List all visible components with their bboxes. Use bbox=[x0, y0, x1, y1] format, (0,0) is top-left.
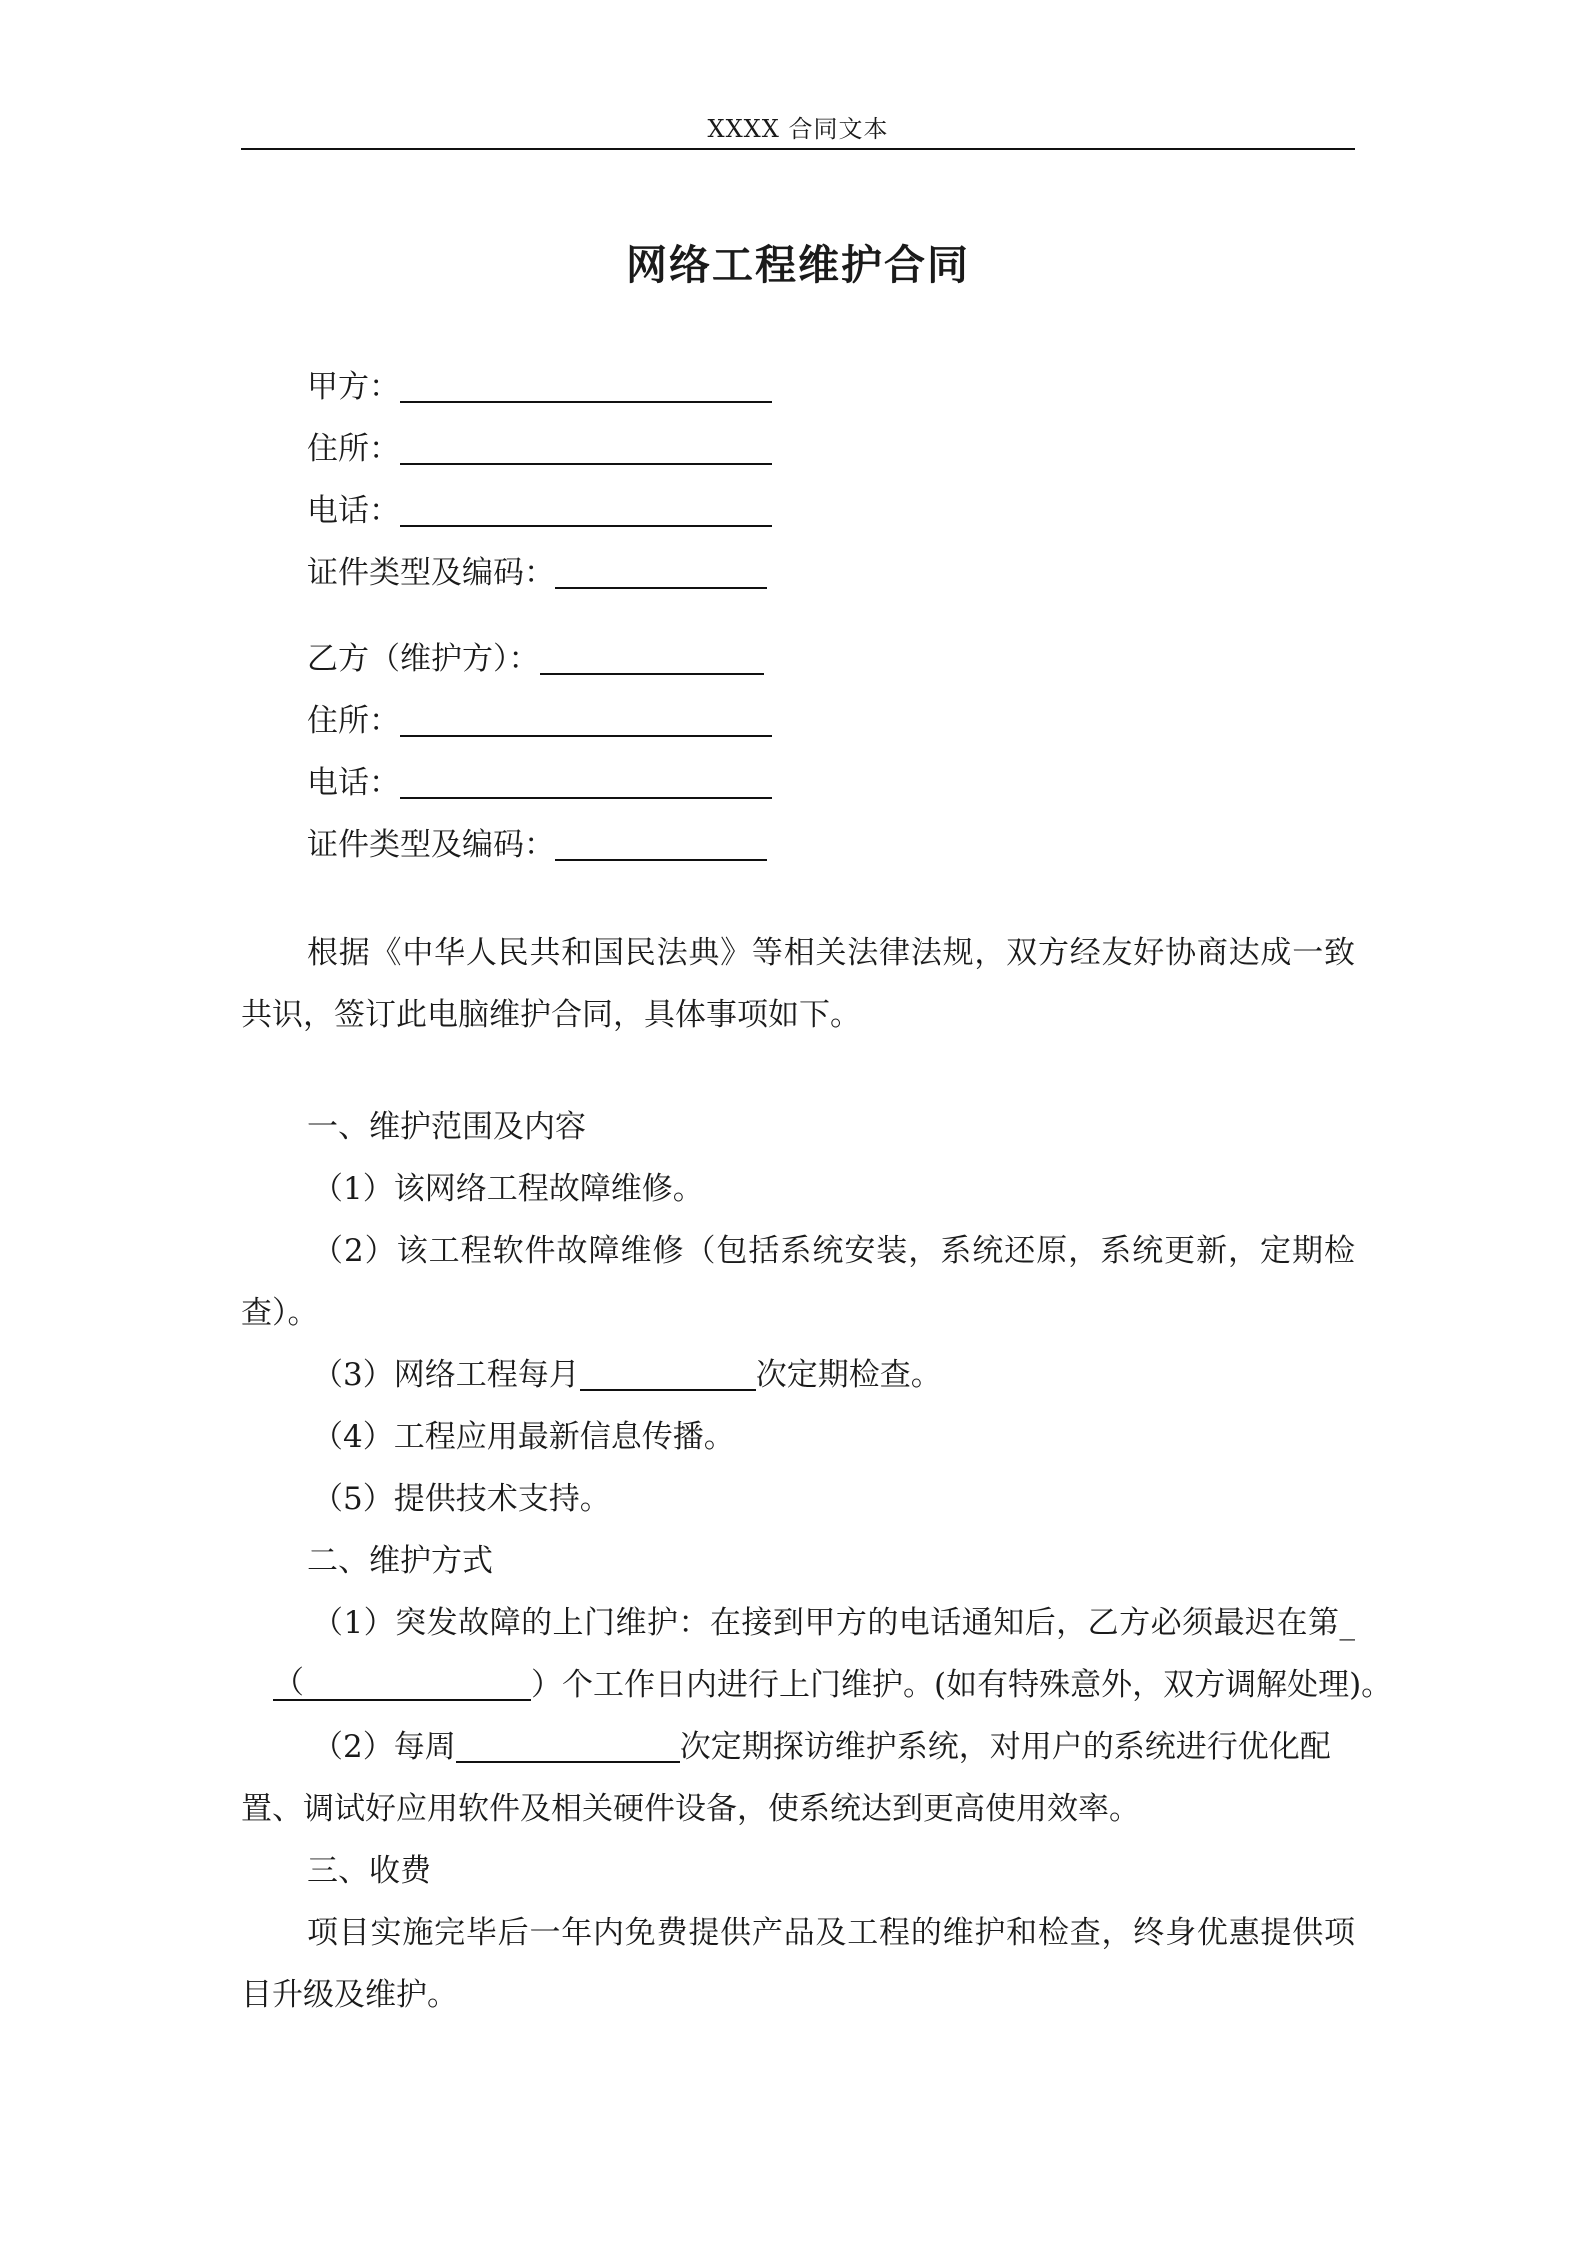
party-a-address-field[interactable] bbox=[400, 431, 772, 465]
party-a-name-field[interactable] bbox=[400, 369, 772, 403]
section-3-para-line-2: 目升级及维护。 bbox=[241, 1977, 458, 2013]
document-body bbox=[241, 356, 1393, 2026]
section-2-item-2-suffix: 次定期探访维护系统，对用户的系统进行优化配 bbox=[679, 1729, 1331, 1765]
section-2-item-2-line-2: 置、调试好应用软件及相关硬件设备，使系统达到更高使用效率。 bbox=[241, 1791, 1140, 1827]
party-a-id-label: 证件类型及编码： bbox=[307, 555, 555, 591]
party-b-name-row bbox=[241, 628, 1355, 690]
document-title: 网络工程维护合同 bbox=[626, 241, 970, 289]
party-b-id-label: 证件类型及编码： bbox=[307, 827, 555, 863]
section-2-item-1-line-2-suffix: ）个工作日内进行上门维护。(如有特殊意外，双方调解处理)。 bbox=[531, 1667, 1393, 1703]
section-3-para-line-1: 项目实施完毕后一年内免费提供产品及工程的维护和检查，终身优惠提供项 bbox=[307, 1915, 1355, 1951]
section-2-heading: 二、维护方式 bbox=[307, 1543, 493, 1579]
party-b-name-label: 乙方（维护方）： bbox=[307, 641, 540, 677]
party-b-id-field[interactable] bbox=[555, 827, 767, 861]
party-b-address-label: 住所： bbox=[307, 703, 400, 739]
party-b-name-field[interactable] bbox=[540, 641, 764, 675]
section-1-item-3-suffix: 次定期检查。 bbox=[755, 1357, 942, 1393]
section-2-item-1-line-2 bbox=[241, 1654, 1393, 1716]
section-1-item-3 bbox=[241, 1344, 1355, 1406]
party-a-address-label: 住所： bbox=[307, 431, 400, 467]
party-a-phone-row bbox=[241, 480, 1355, 542]
response-days-field[interactable] bbox=[273, 1667, 531, 1701]
section-3-heading: 三、收费 bbox=[307, 1853, 431, 1889]
party-a-id-row bbox=[241, 542, 1355, 604]
monthly-check-count-field[interactable] bbox=[580, 1357, 756, 1391]
section-2-item-1-line-1: （1）突发故障的上门维护：在接到甲方的电话通知后，乙方必须最迟在第_ bbox=[312, 1605, 1355, 1641]
party-b-phone-field[interactable] bbox=[400, 765, 772, 799]
party-a-name-row bbox=[241, 356, 1355, 418]
intro-line-2: 共识，签订此电脑维护合同，具体事项如下。 bbox=[241, 997, 861, 1033]
weekly-visit-count-field[interactable] bbox=[456, 1729, 680, 1763]
party-a-id-field[interactable] bbox=[555, 555, 767, 589]
header-divider bbox=[241, 148, 1355, 150]
party-a-phone-field[interactable] bbox=[400, 493, 772, 527]
section-1-item-4: （4）工程应用最新信息传播。 bbox=[312, 1419, 735, 1455]
party-a-phone-label: 电话： bbox=[307, 493, 400, 529]
section-1-item-5: （5）提供技术支持。 bbox=[312, 1481, 611, 1517]
party-b-phone-label: 电话： bbox=[307, 765, 400, 801]
party-a-name-label: 甲方： bbox=[307, 369, 400, 405]
response-days-open-paren: （ bbox=[273, 1665, 304, 1701]
section-1-item-2-line-1: （2）该工程软件故障维修（包括系统安装，系统还原，系统更新，定期检 bbox=[312, 1233, 1355, 1269]
section-2-item-2 bbox=[241, 1716, 1355, 1778]
section-1-heading: 一、维护范围及内容 bbox=[307, 1109, 586, 1145]
section-1-item-3-prefix: （3）网络工程每月 bbox=[312, 1357, 580, 1393]
party-b-id-row bbox=[241, 814, 1355, 876]
section-2-item-2-prefix: （2）每周 bbox=[312, 1729, 456, 1765]
section-1-item-2-line-2: 查）。 bbox=[241, 1295, 319, 1331]
party-b-address-row bbox=[241, 690, 1355, 752]
page-header: XXXX 合同文本 bbox=[707, 115, 889, 143]
party-b-address-field[interactable] bbox=[400, 703, 772, 737]
party-b-phone-row bbox=[241, 752, 1355, 814]
party-a-address-row bbox=[241, 418, 1355, 480]
section-1-item-1: （1）该网络工程故障维修。 bbox=[312, 1171, 704, 1207]
intro-line-1: 根据《中华人民共和国民法典》等相关法律法规，双方经友好协商达成一致 bbox=[307, 935, 1355, 971]
